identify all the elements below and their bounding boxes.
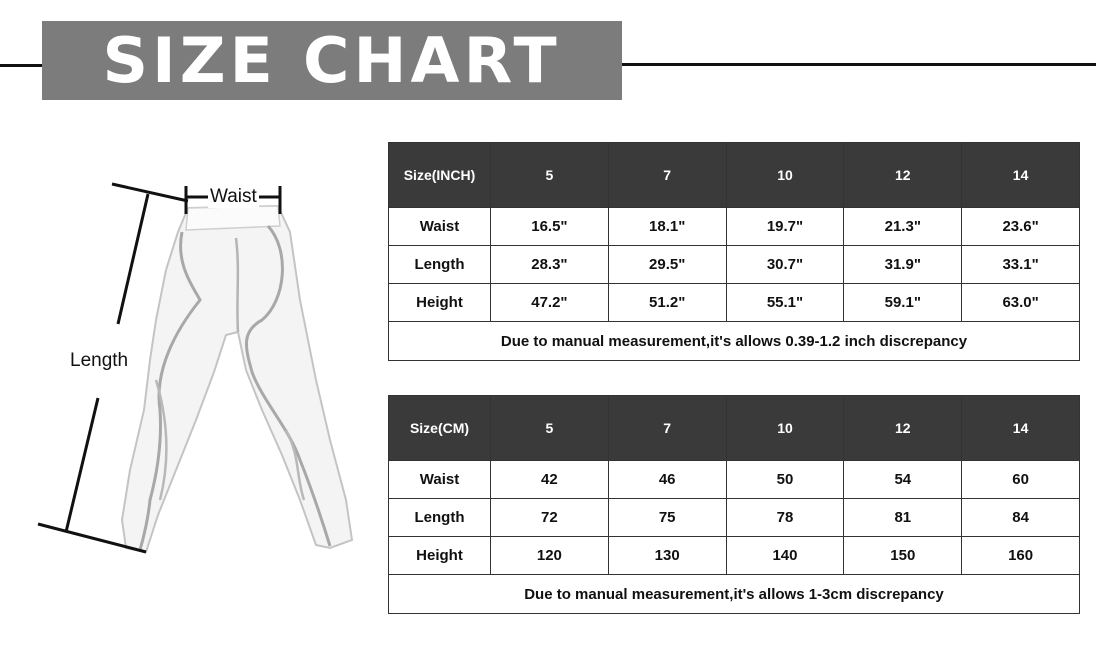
table-cell: 81 xyxy=(844,499,962,537)
pants-figure xyxy=(0,0,380,600)
length-measure-top-tick xyxy=(112,184,188,201)
header-cell: 10 xyxy=(726,143,844,208)
row-label: Length xyxy=(389,246,491,284)
page-title: SIZE CHART xyxy=(102,24,562,97)
table-row xyxy=(389,499,1080,537)
table-cell: 29.5" xyxy=(608,246,726,284)
header-cell: 12 xyxy=(844,143,962,208)
table-cell: 21.3" xyxy=(844,208,962,246)
table-cell: 51.2" xyxy=(608,284,726,322)
row-label: Waist xyxy=(389,208,491,246)
table-cell: 18.1" xyxy=(608,208,726,246)
table-cell: 78 xyxy=(726,499,844,537)
table-header-row xyxy=(389,396,1080,461)
table-cell: 47.2" xyxy=(491,284,609,322)
table-cell: 160 xyxy=(962,537,1080,575)
table-cell: 19.7" xyxy=(726,208,844,246)
table-cell: 130 xyxy=(608,537,726,575)
table-cell: 120 xyxy=(491,537,609,575)
table-row xyxy=(389,208,1080,246)
table-cell: 75 xyxy=(608,499,726,537)
discrepancy-note: Due to manual measurement,it's allows 1-3cm discrepancy xyxy=(389,575,1080,614)
table-cell: 59.1" xyxy=(844,284,962,322)
table-cell: 33.1" xyxy=(962,246,1080,284)
length-measure-line-upper xyxy=(118,194,148,324)
header-cell: 5 xyxy=(491,143,609,208)
table-cell: 84 xyxy=(962,499,1080,537)
table-row xyxy=(389,284,1080,322)
table-cell: 54 xyxy=(844,461,962,499)
table-cell: 16.5" xyxy=(491,208,609,246)
table-cell: 63.0" xyxy=(962,284,1080,322)
table-cell: 30.7" xyxy=(726,246,844,284)
header-cell: 10 xyxy=(726,396,844,461)
size-table-inch xyxy=(388,142,1080,361)
table-note-row xyxy=(389,575,1080,614)
waistband-shape xyxy=(186,206,280,230)
table-row xyxy=(389,246,1080,284)
table-cell: 28.3" xyxy=(491,246,609,284)
size-table-cm xyxy=(388,395,1080,614)
waist-label: Waist xyxy=(210,186,257,207)
table-cell: 72 xyxy=(491,499,609,537)
discrepancy-note: Due to manual measurement,it's allows 0.39-1.2 inch discrepancy xyxy=(389,322,1080,361)
table-note-row xyxy=(389,322,1080,361)
table-row xyxy=(389,537,1080,575)
table-cell: 140 xyxy=(726,537,844,575)
header-cell: 7 xyxy=(608,143,726,208)
table-cell: 46 xyxy=(608,461,726,499)
header-cell: Size(CM) xyxy=(389,396,491,461)
length-label: Length xyxy=(70,350,129,371)
table-cell: 42 xyxy=(491,461,609,499)
row-label: Height xyxy=(389,537,491,575)
row-label: Length xyxy=(389,499,491,537)
header-cell: 14 xyxy=(962,143,1080,208)
header-cell: Size(INCH) xyxy=(389,143,491,208)
table-cell: 60 xyxy=(962,461,1080,499)
table-header-row xyxy=(389,143,1080,208)
header-cell: 5 xyxy=(491,396,609,461)
row-label: Waist xyxy=(389,461,491,499)
table-cell: 150 xyxy=(844,537,962,575)
table-cell: 55.1" xyxy=(726,284,844,322)
header-cell: 12 xyxy=(844,396,962,461)
header-cell: 14 xyxy=(962,396,1080,461)
title-rule-right xyxy=(620,63,1096,66)
table-row xyxy=(389,461,1080,499)
row-label: Height xyxy=(389,284,491,322)
length-measure-line-lower xyxy=(66,398,98,532)
table-cell: 50 xyxy=(726,461,844,499)
table-cell: 23.6" xyxy=(962,208,1080,246)
header-cell: 7 xyxy=(608,396,726,461)
table-cell: 31.9" xyxy=(844,246,962,284)
